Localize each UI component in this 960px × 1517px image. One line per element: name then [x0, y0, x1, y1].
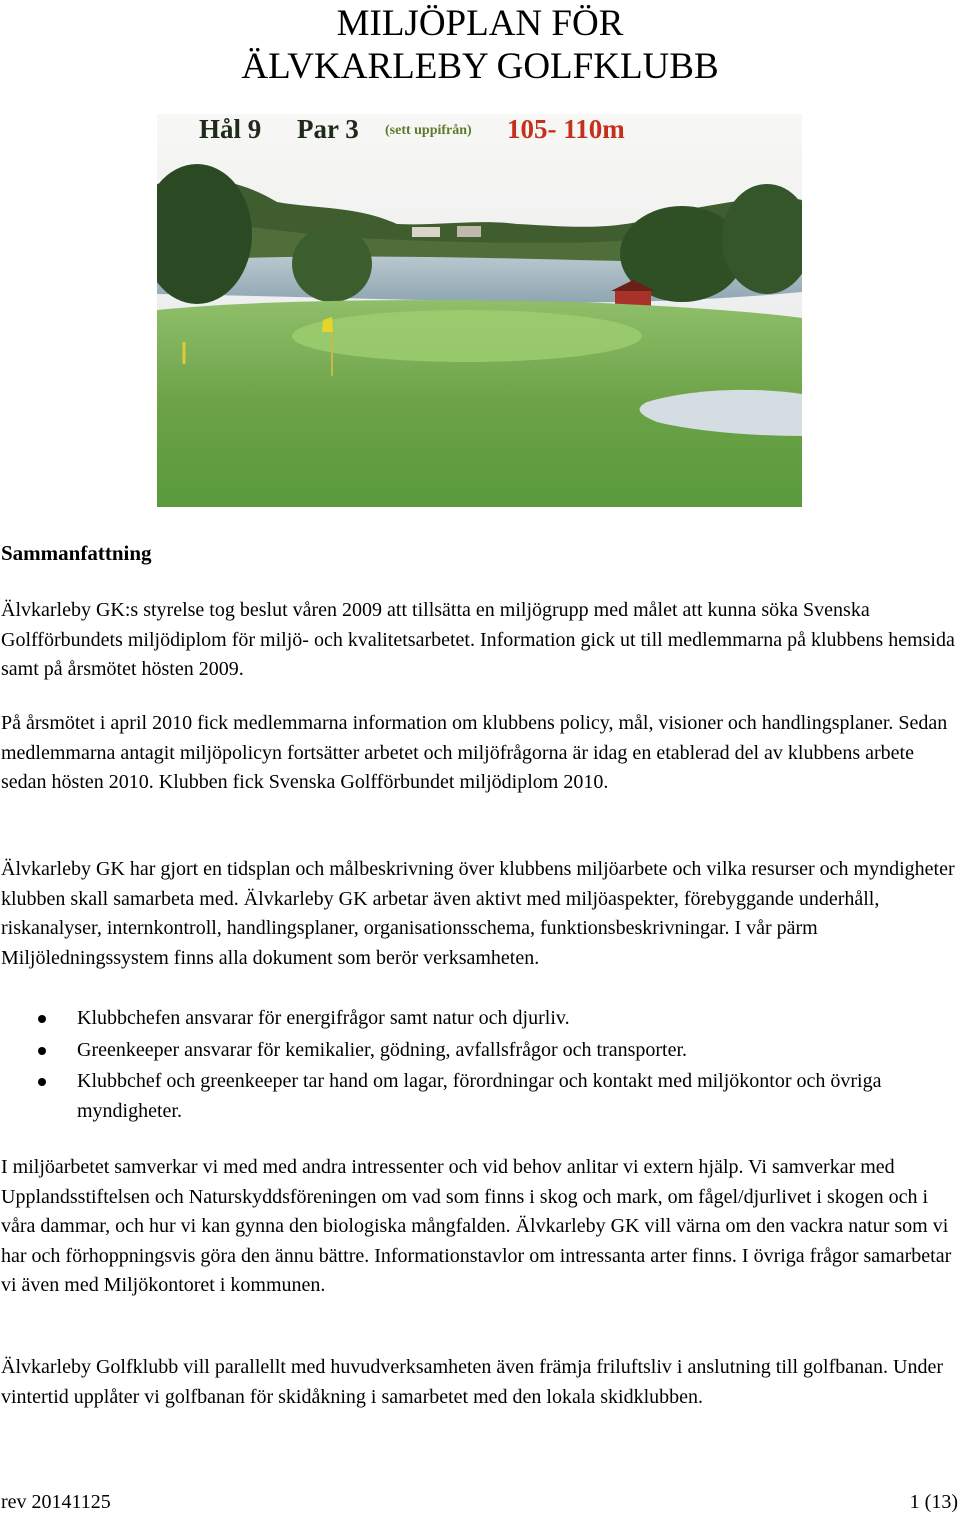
responsibility-list: [0, 1004, 958, 1128]
photo-distance-label: 105- 110m: [507, 114, 625, 144]
document-title: [0, 2, 960, 88]
golf-hole-photo: [157, 114, 802, 507]
list-item-text: Klubbchef och greenkeeper tar hand om lagar, förordningar och kontakt med miljökontor och övriga myndigheter.: [77, 1070, 882, 1122]
page-number: 1 (13): [909, 1491, 958, 1513]
paragraph-4: I miljöarbetet samverkar vi med med andra intressenter och vid behov anlitar vi extern hjälp. Vi samverkar med Upplandsstiftelsen och Naturskyddsföreningen om vad som finns i skog och mark, om fågel/djurlivet i skogen och i våra dammar, och hur vi kan gynna den biologiska mångfalden. Älvkarleby GK vill värna om den vackra natur som vi har och förhoppningsvis göra den ännu bättre. Informationstavlor om intressanta arter finns. I övriga frågor samarbetar vi även med Miljökontoret i kommunen.: [1, 1156, 952, 1296]
paragraph-2: På årsmötet i april 2010 fick medlemmarna information om klubbens policy, mål, visioner och handlingsplaner. Sedan medlemmarna antagit miljöpolicyn fortsätter arbetet och miljöfrågorna är idag en etablerad del av klubbens arbete sedan hösten 2010. Klubben fick Svenska Golfförbundet miljödiplom 2010.: [1, 712, 948, 793]
list-item: [0, 1036, 958, 1066]
paragraph-3: Älvkarleby GK har gjort en tidsplan och målbeskrivning över klubbens miljöarbete och vilka resurser och myndigheter klubben skall samarbeta med. Älvkarleby GK arbetar även aktivt med miljöaspekter, förebyggande underhåll, riskanalyser, internkontroll, handlingsplaner, organisationsschema, funktionsbeskrivningar. I vår pärm Miljöledningssystem finns alla dokument som berör verksamheten.: [1, 858, 955, 969]
photo-hole-label: Hål 9: [199, 114, 262, 144]
paragraph-1: Älvkarleby GK:s styrelse tog beslut våren 2009 att tillsätta en miljögrupp med målet att kunna söka Svenska Golfförbundets miljödiplom för miljö- och kvalitetsarbetet. Information gick ut till medlemmarna på klubbens hemsida samt på årsmötet hösten 2009.: [1, 599, 955, 680]
bullet-icon: [38, 1078, 46, 1086]
section-heading: Sammanfattning: [1, 541, 152, 565]
title-line-1: MILJÖPLAN FÖR: [336, 3, 624, 44]
photo-par-label: Par 3: [297, 114, 359, 144]
bullet-icon: [38, 1015, 46, 1023]
title-line-2: ÄLVKARLEBY GOLFKLUBB: [241, 46, 719, 87]
photo-view-label: (sett uppifrån): [385, 123, 472, 138]
paragraph-5: Älvkarleby Golfklubb vill parallellt med huvudverksamheten även främja friluftsliv i anslutning till golfbanan. Under vintertid upplåter vi golfbanan för skidåkning i samarbetet med den lokala skidklubben.: [1, 1356, 943, 1408]
list-item: [0, 1004, 958, 1034]
list-item: [0, 1067, 958, 1126]
list-item-text: Greenkeeper ansvarar för kemikalier, gödning, avfallsfrågor och transporter.: [77, 1038, 688, 1061]
revision-label: rev 20141125: [1, 1491, 111, 1513]
bullet-icon: [38, 1047, 46, 1055]
list-item-text: Klubbchefen ansvarar för energifrågor samt natur och djurliv.: [77, 1007, 570, 1029]
